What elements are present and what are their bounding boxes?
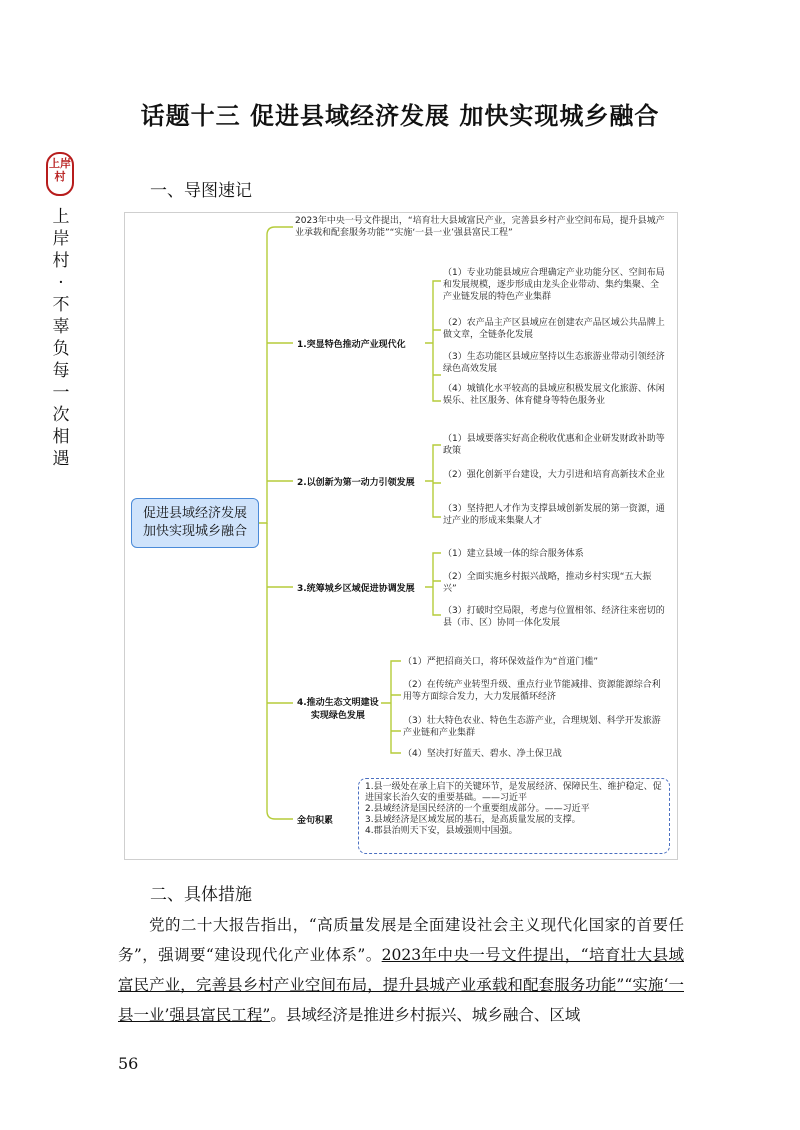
branch-4-item-4: （4）坚决打好蓝天、碧水、净土保卫战 xyxy=(403,749,562,759)
slogan-char: 相 xyxy=(52,427,70,447)
quote-item: 1.县一级处在承上启下的关键环节，是发展经济、保障民生、维护稳定、促进国家长治久安的重要基础。——习近平 xyxy=(365,782,662,803)
slogan-char: 次 xyxy=(52,405,70,425)
connector-leaves-2 xyxy=(425,445,441,517)
text-segment: 。县域经济是推进乡村振兴、城乡融合、区域 xyxy=(270,1006,581,1024)
connector-trunk-lower xyxy=(267,523,293,819)
branch-3-item-2: （2）全面实施乡村振兴战略，推动乡村实现“五大振兴” xyxy=(443,572,652,594)
body-paragraph xyxy=(118,910,684,1030)
slogan-char: 负 xyxy=(52,339,70,359)
section-heading-mindmap: 一、导图速记 xyxy=(150,181,252,201)
branch-2-item-1: （1）县域要落实好高企税收优惠和企业研发财政补助等政策 xyxy=(443,434,665,456)
quotes-branch-label: 金句积累 xyxy=(297,816,334,826)
branch-4-label-line-2: 实现绿色发展 xyxy=(310,711,365,721)
branch-3-item-3: （3）打破时空局限，考虑与位置相邻、经济往来密切的县（市、区）协同一体化发展 xyxy=(443,606,665,628)
branch-4-item-2: （2）在传统产业转型升级、重点行业节能减排、资源能源综合利用等方面综合发力，大力发展循环经济 xyxy=(403,680,661,702)
branch-1-item-2: （2）农产品主产区县域应在创建农产品区域公共品牌上做文章，全链条化发展 xyxy=(443,318,665,340)
quote-item: 2.县域经济是国民经济的一个重要组成部分。——习近平 xyxy=(365,804,590,814)
branch-1-item-3: （3）生态功能区县域应坚持以生态旅游业带动引领经济绿色高效发展 xyxy=(443,352,665,374)
connector-leaves-3 xyxy=(425,553,441,615)
logo-line-2: 村 xyxy=(54,170,66,183)
slogan-char: 村 xyxy=(52,251,70,271)
quotes-box xyxy=(358,778,670,854)
mindmap-intro-note: 2023年中央一号文件提出，“培育壮大县域富民产业，完善县乡村产业空间布局，提升县城产业承载和配套服务功能”“实施‘一县一业’强县富民工程” xyxy=(295,216,665,238)
slogan-char: 岸 xyxy=(52,229,70,249)
branch-1-label: 1.突显特色推动产业现代化 xyxy=(297,340,406,350)
slogan-char: 每 xyxy=(52,361,70,381)
page-number: 56 xyxy=(118,1054,139,1073)
slogan-char: · xyxy=(58,273,64,293)
connector-leaves-4 xyxy=(381,661,401,753)
sidebar-vertical-slogan xyxy=(50,206,72,470)
page-title: 话题十三 促进县域经济发展 加快实现城乡融合 xyxy=(140,101,660,130)
logo-line-1: 上岸 xyxy=(49,157,71,170)
branch-3-item-1: （1）建立县域一体的综合服务体系 xyxy=(443,549,584,559)
connector-leaves-1 xyxy=(425,281,441,401)
branch-3-label: 3.统筹城乡区域促进协调发展 xyxy=(297,584,415,594)
branch-4-label xyxy=(297,695,379,721)
connector-trunk xyxy=(259,227,293,523)
branch-1-item-4: （4）城镇化水平较高的县域应积极发展文化旅游、休闲娱乐、社区服务、体育健身等特色服务业 xyxy=(443,384,665,406)
slogan-char: 不 xyxy=(52,295,70,315)
text-segment: 党的二十大报告指出，“高质量发展是全面建设社会主义现代化国家的首要任务”，强调要“建设现代化产业体系”。 xyxy=(118,916,684,964)
mindmap-root-node xyxy=(131,498,259,548)
branch-4-item-1: （1）严把招商关口，将环保效益作为“首道门槛” xyxy=(403,657,599,667)
slogan-char: 遇 xyxy=(52,449,70,469)
slogan-char: 上 xyxy=(52,207,70,227)
paragraph-text xyxy=(118,910,684,1030)
root-line-2: 加快实现城乡融合 xyxy=(142,524,247,539)
quote-item: 4.郡县治则天下安，县域强则中国强。 xyxy=(365,826,518,836)
branch-2-label: 2.以创新为第一动力引领发展 xyxy=(297,478,415,488)
branch-2-item-3: （3）坚持把人才作为支撑县域创新发展的第一资源，通过产业的形成来集聚人才 xyxy=(443,504,665,526)
publisher-seal-logo xyxy=(46,152,74,196)
section-heading-measures: 二、具体措施 xyxy=(150,885,252,905)
mind-map xyxy=(124,212,678,860)
slogan-char: 辜 xyxy=(52,317,70,337)
quote-item: 3.县域经济是区域发展的基石，是高质量发展的支撑。 xyxy=(365,815,581,825)
slogan-char: 一 xyxy=(52,383,70,403)
branch-4-item-3: （3）壮大特色农业、特色生态游产业，合理规划、科学开发旅游产业链和产业集群 xyxy=(403,716,661,738)
branch-1-item-1: （1）专业功能县域应合理确定产业功能分区、空间布局和发展规模，逐步形成由龙头企业带动、集约集聚、全产业链发展的特色产业集群 xyxy=(443,268,665,302)
root-line-1: 促进县域经济发展 xyxy=(142,506,247,521)
branch-2-item-2: （2）强化创新平台建设，大力引进和培育高新技术企业 xyxy=(443,470,665,480)
branch-4-label-line-1: 4.推动生态文明建设 xyxy=(297,698,379,708)
underlined-quote: 2023年中央一号文件提出，“培育壮大县域富民产业，完善县乡村产业空间布局，提升县城产业承载和配套服务功能”“实施‘一县一业’强县富民工程” xyxy=(118,946,684,1024)
